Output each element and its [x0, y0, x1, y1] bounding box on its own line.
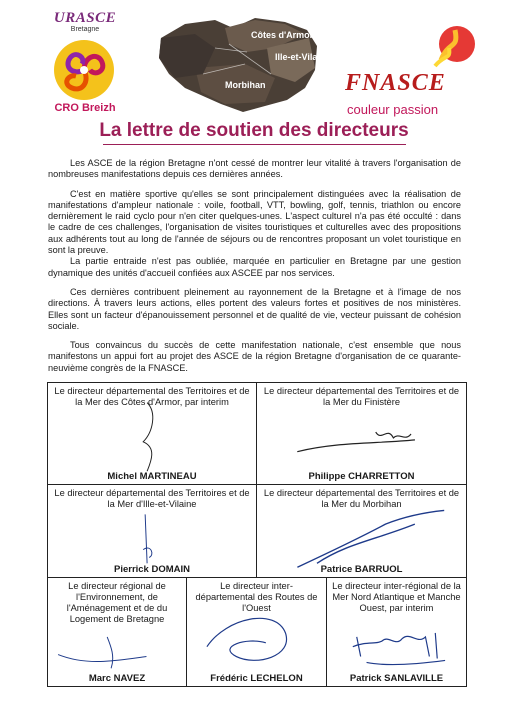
signatory-name: Patrice BARRUOL	[320, 564, 403, 575]
signatory-title: Le directeur inter-régional de la Mer Nord Atlantique et Manche Ouest, par interim	[332, 581, 461, 613]
signatory-name: Patrick SANLAVILLE	[349, 673, 444, 684]
fnasce-wordmark: FNASCE	[345, 70, 446, 96]
signatory-name: Marc NAVEZ	[88, 673, 146, 684]
signatory-title: Le directeur départemental des Territoires et de la Mer d'Ille-et-Vilaine	[54, 488, 250, 509]
signatory-name: Michel MARTINEAU	[107, 471, 197, 482]
signatory-name: Frédéric LECHELON	[210, 673, 303, 684]
paragraph-5: Tous convaincus du succès de cette manifestation nationale, c'est ensemble que nous manifestons un appui fort au projet des ASCE de la région Bretagne d'organisation de ce quarante-neuvième congrès de la FNASCE.	[48, 340, 461, 373]
signature-box-dir-ouest	[186, 577, 327, 687]
urasce-title: URASCE	[53, 10, 117, 26]
signatory-name: Pierrick DOMAIN	[113, 564, 191, 575]
signatory-name: Philippe CHARRETTON	[308, 471, 415, 482]
signature-box-morbihan	[256, 484, 467, 578]
title-underline	[103, 144, 406, 145]
map-label-morbihan: Morbihan	[225, 80, 266, 90]
letter-body	[48, 158, 461, 382]
paragraph-2: C'est en matière sportive qu'elles se sont principalement distinguées avec la réalisation de manifestations d'ampleur nationale : voile, football, VTT, bowling, golf, tennis, triathlon ou encore dernièrement le raid cyclo pour n'en citer quelques-unes. L'aspect culturel n'a pas été occulté : dans le cadre de ces challenges, l'organisation de visites touristiques et culturelles avec des propositions aux adhérents tout au long de l'année de séjours ou de rencontres proposant un volet touristique en sont la preuve.	[48, 188, 461, 256]
fnasce-logo	[335, 20, 485, 130]
signature-grid	[47, 382, 467, 687]
document-title: La lettre de soutien des directeurs	[99, 120, 409, 141]
map-label-cotes-armor: Côtes d'Armor	[251, 30, 314, 40]
paragraph-3: La partie entraide n'est pas oubliée, marquée en particulier en Bretagne par une gestion dynamique des unités d'accueil confiées aux ASCEE par nos services.	[48, 256, 461, 278]
fnasce-tagline: couleur passion	[347, 102, 439, 117]
signatory-title: Le directeur inter-départemental des Routes de l'Ouest	[195, 581, 318, 613]
urasce-region: Bretagne	[70, 26, 100, 33]
triskel-icon	[52, 38, 116, 102]
signature-box-ille-et-vilaine	[47, 484, 257, 578]
paragraph-4: Ces dernières contribuent pleinement au rayonnement de la Bretagne et à l'image de nos directions. À travers leurs actions, elles portent des valeurs fortes et positives de nos ministères. Elles sont un facteur d'épanouissement personnel et de qualité de vie, vecteur puissant de cohésion sociale.	[48, 286, 461, 331]
map-label-ille-et-vilaine: Ille-et-Vilaine	[275, 52, 331, 62]
signatory-title: Le directeur départemental des Territoires et de la Mer des Côtes d'Armor, par interim	[54, 386, 250, 407]
cro-breizh-label: CRO Breizh	[54, 102, 116, 114]
urasce-logo	[40, 10, 130, 120]
signatory-title: Le directeur régional de l'Environnement, de l'Aménagement et de du Logement de Bretagne	[66, 581, 168, 624]
signature-box-cotes-armor	[47, 382, 257, 485]
flame-icon	[431, 20, 477, 72]
brittany-map	[155, 8, 331, 120]
signatory-title: Le directeur départemental des Territoires et de la Mer du Finistère	[263, 386, 460, 407]
signature-box-finistere	[256, 382, 467, 485]
paragraph-1: Les ASCE de la région Bretagne n'ont cessé de montrer leur vitalité à travers l'organisation de nombreuses manifestations depuis ces dernières années.	[48, 158, 461, 180]
signatory-title: Le directeur départemental des Territoires et de la Mer du Morbihan	[263, 488, 460, 509]
signature-box-dirm-namo	[326, 577, 467, 687]
signature-box-dreal	[47, 577, 187, 687]
